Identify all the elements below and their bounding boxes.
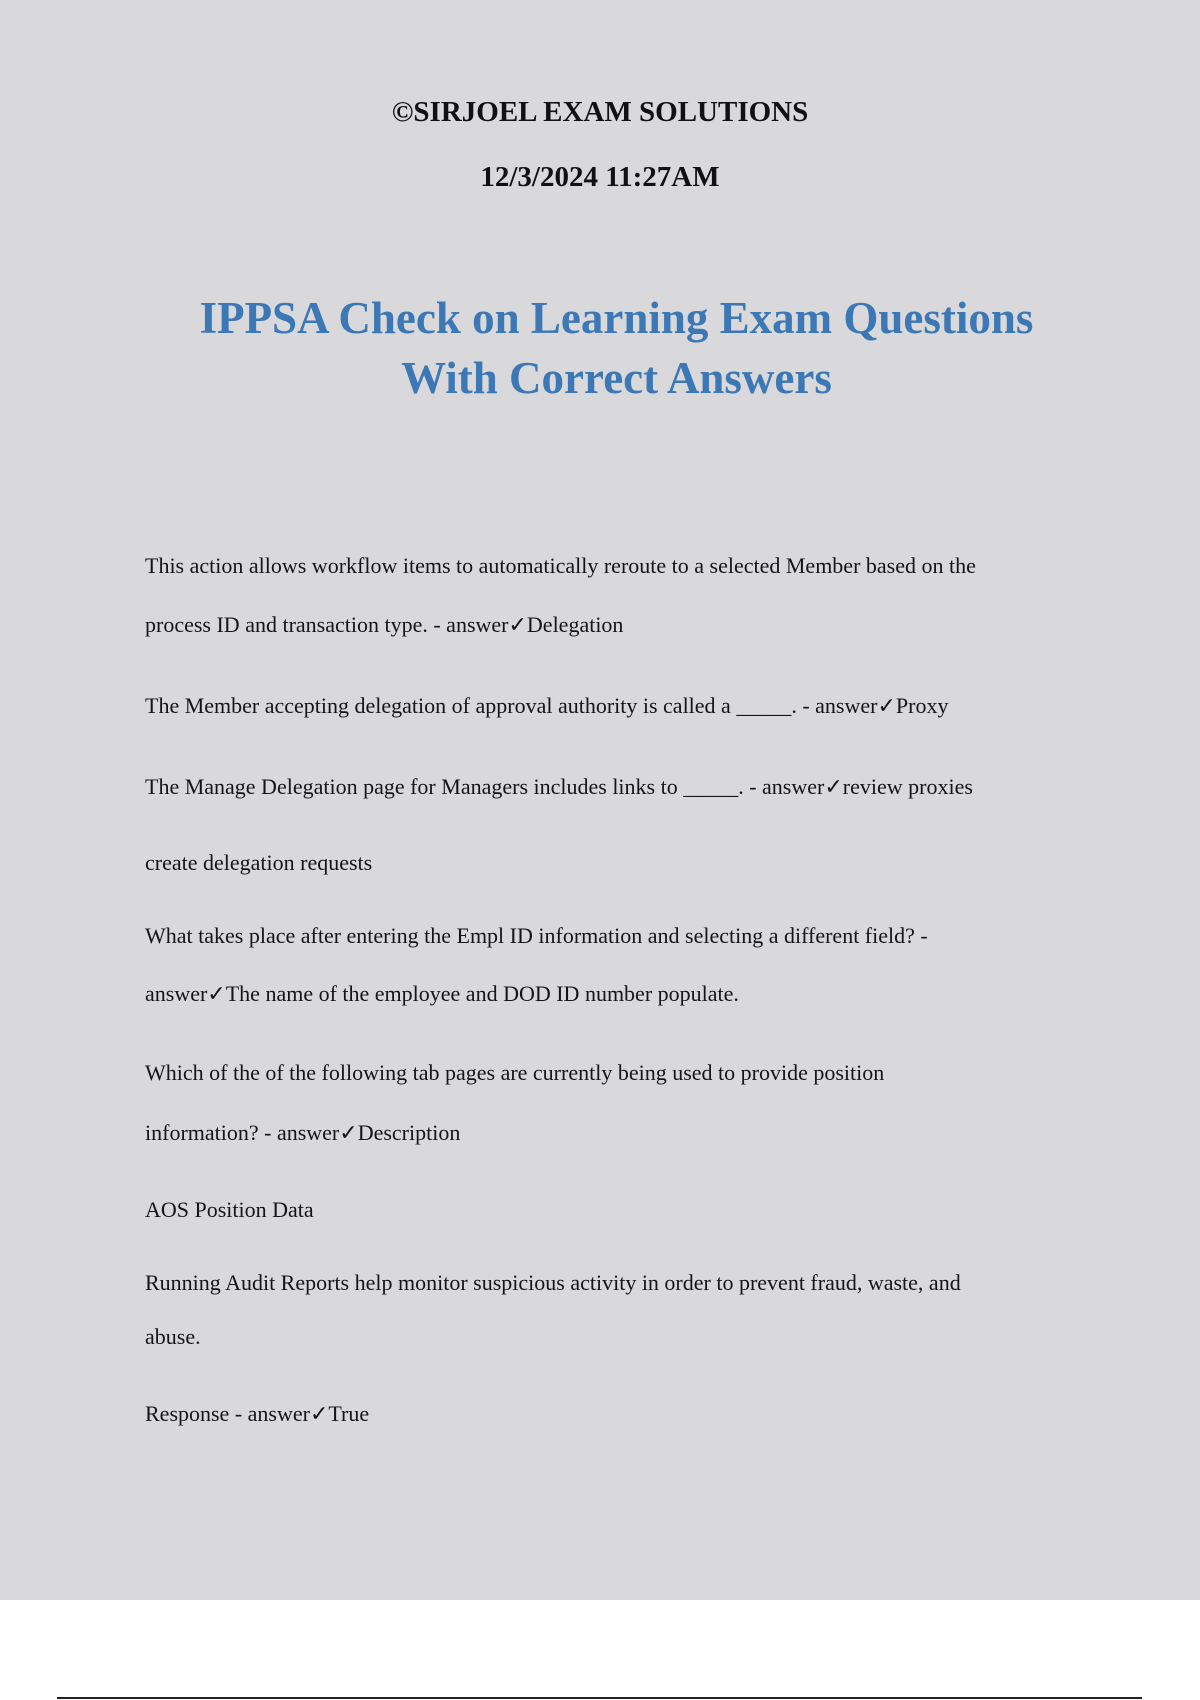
text-line: answer✓The name of the employee and DOD ID number populate. <box>145 981 739 1006</box>
text-line: This action allows workflow items to automatically reroute to a selected Member based on the <box>145 553 976 578</box>
text-line: process ID and transaction type. - answer✓Delegation <box>145 612 624 637</box>
text-line: Running Audit Reports help monitor suspicious activity in order to prevent fraud, waste, and <box>145 1270 961 1295</box>
company-header: ©SIRJOEL EXAM SOLUTIONS <box>391 96 809 128</box>
text-line: What takes place after entering the Empl ID information and selecting a different field? - <box>145 923 928 948</box>
text-line: information? - answer✓Description <box>145 1120 461 1145</box>
text-line: abuse. <box>145 1324 201 1349</box>
title-line-2: With Correct Answers <box>401 353 832 403</box>
text-line: create delegation requests <box>145 850 373 875</box>
text-line: Response - answer✓True <box>145 1401 370 1426</box>
text-line: The Member accepting delegation of approval authority is called a _____. - answer✓Proxy <box>145 693 949 718</box>
document-title <box>120 288 1113 408</box>
title-line-1: IPPSA Check on Learning Exam Questions <box>199 293 1034 343</box>
text-line: AOS Position Data <box>145 1197 314 1222</box>
footer-divider <box>57 1697 1142 1699</box>
text-line: The Manage Delegation page for Managers includes links to _____. - answer✓review proxies <box>145 774 973 799</box>
text-line: Which of the of the following tab pages are currently being used to provide position <box>145 1060 885 1085</box>
timestamp-header: 12/3/2024 11:27AM <box>480 161 720 193</box>
